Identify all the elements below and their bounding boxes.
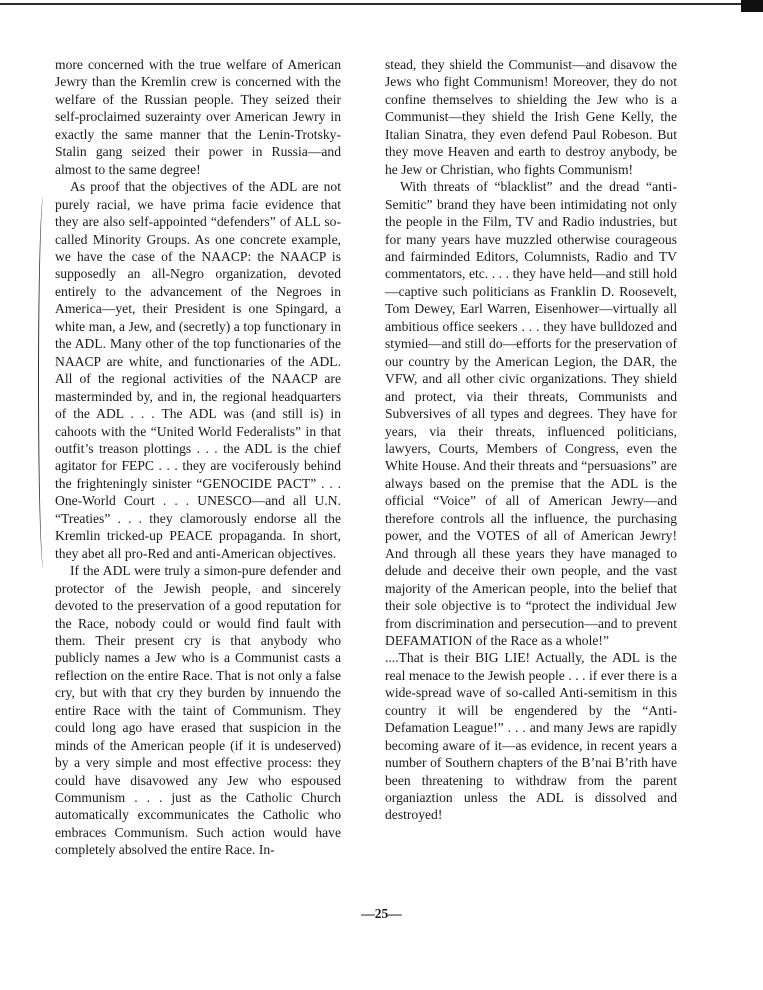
paragraph: ....That is their BIG LIE! Actually, the ADL is the real menace to the Jewish people . . . if ever there is a wide-spread wave of so-called Anti-semitism in this country it will be engendered by the “Anti-Defamation League!” . . . and many Jews are rapidly becoming aware of it—as evidence, in recent years a number of Southern chapters of the B’nai B’rith have been threatening to withdraw from the parent organiaztion unless the ADL is dissolved and destroyed! xyxy=(385,650,677,823)
paragraph: more concerned with the true welfare of American Jewry than the Kremlin crew is concerned with the welfare of the Russian people. They seized their self-proclaimed suzerainty over American Jewry in exactly the same manner that the Lenin-Trotsky-Stalin gang seized their power in Russia—and almost to the same degree! xyxy=(55,57,341,177)
scan-edge-line xyxy=(0,0,763,10)
paragraph: With threats of “blacklist” and the dread “anti-Semitic” brand they have been intimidating not only the people in the Film, TV and Radio industries, but for many years have muzzled otherwise courageous and fairminded Editors, Columnists, Radio and TV commentators, etc. . . . they have held—and still hold—captive such politicians as Franklin D. Roosevelt, Tom Dewey, Earl Warren, Eisenhower—virtually all ambitious office seekers . . . they have bulldozed and stymied—and still do—efforts for the preservation of our country by the American Legion, the DAR, the VFW, and all other civic organizations. They shield and protect, via their threats, Communists and Subversives of all types and degrees. They have for years, via their threats, influenced politicians, lawyers, Courts, Members of Congress, even the White House. And their threats and “persuasions” are always based on the premise that the ADL is the official “Voice” of all of American Jewry—and therefore controls all the influence, the purchasing power, and the VOTES of all of American Jewry! And through all these years they have managed to delude and deceive their own people, and the vast majority of the American people, into the belief that their sole objective is to “protect the individual Jew from discrimination and persecution—and to prevent DEFAMATION of the Race as a whole!” xyxy=(385,179,677,648)
paragraph: stead, they shield the Communist—and disavow the Jews who fight Communism! Moreover, they do not confine themselves to shielding the Jew who is a Communist—they shield the Irish Gene Kelly, the Italian Sinatra, they even defend Paul Robeson. But they move Heaven and earth to destroy anybody, be he Jew or Christian, who fights Communism! xyxy=(385,57,677,177)
page-number: —25— xyxy=(361,906,402,921)
paragraph: If the ADL were truly a simon-pure defender and protector of the Jewish people, and sincerely devoted to the preservation of a good reputation for the Race, nobody could or would find fault with them. Their present cry is that anybody who publicly names a Jew who is a Communist casts a reflection on the entire Race. That is not only a false cry, but with that cry they burden by innuendo the entire Race with the taint of Communism. They could long ago have erased that suspicion in the minds of the American people (if it is undeserved) by a very simple and most effective process: they could have disavowed any Jew who espoused Communism . . . just as the Catholic Church automatically excommunicates the Catholic who embraces Communism. Such action would have completely absolved the entire Race. In- xyxy=(55,563,341,858)
handwritten-margin-bracket xyxy=(38,196,49,568)
left-column xyxy=(55,56,341,859)
paragraph: As proof that the objectives of the ADL are not purely racial, we have prima facie evidence that they are also self-appointed “defenders” of ALL so-called Minority Groups. As one concrete example, we have the case of the NAACP: the NAACP is supposedly an all-Negro organization, devoted entirely to the advancement of the Negroes in America—yet, their President is one Spingard, a white man, a Jew, and (secretly) a top functionary in the ADL. Many other of the top functionaries of the NAACP are white, and functionaries of the ADL. All of the regional activities of the NAACP are masterminded by, and in, the regional headquarters of the ADL . . . The ADL was (and still is) in cahoots with the “United World Federalists” in that outfit’s treason plottings . . . the ADL is the chief agitator for FEPC . . . they are vociferously behind the frighteningly sinister “GENOCIDE PACT” . . . One-World Court . . . UNESCO—and all U.N. “Treaties” . . . they clamorously endorse all the Kremlin tricked-up PEACE propaganda. In short, they abet all pro-Red and anti-American objectives. xyxy=(55,179,341,561)
scan-corner-mark xyxy=(741,0,763,12)
right-column xyxy=(385,56,677,824)
